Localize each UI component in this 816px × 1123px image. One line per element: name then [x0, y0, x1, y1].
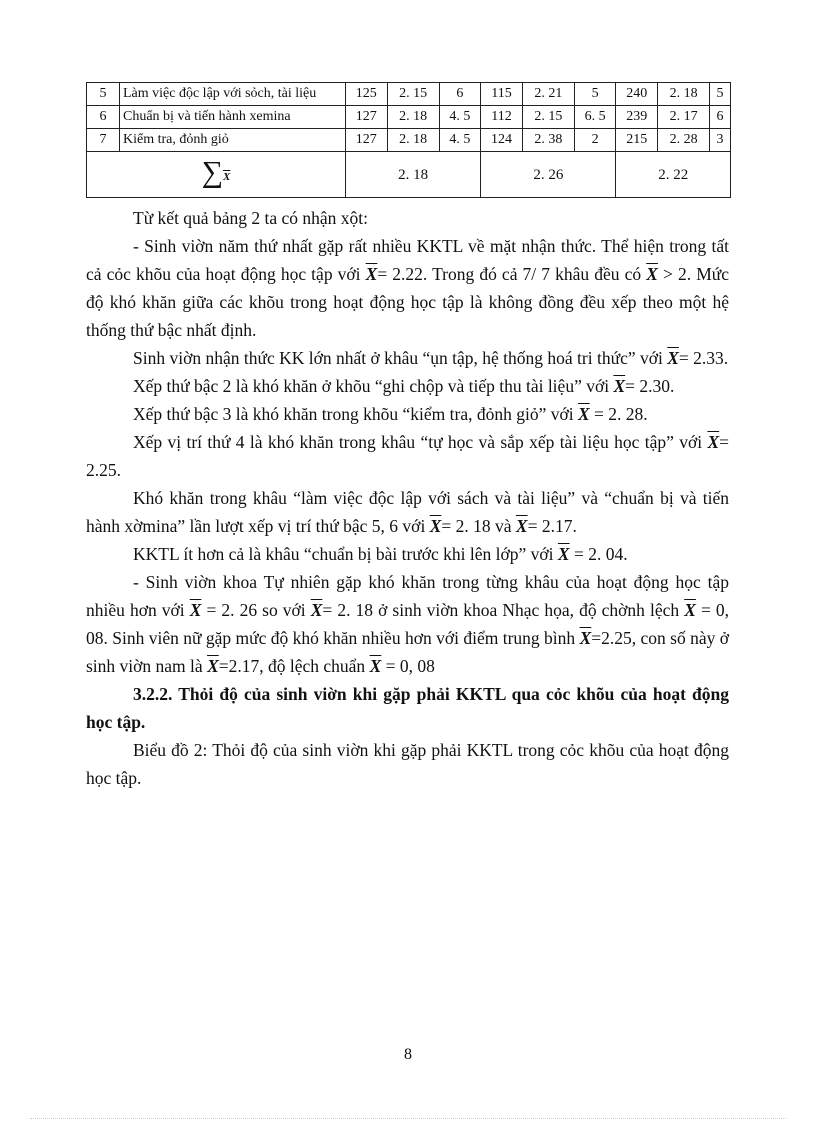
paragraph: Từ kết quả bảng 2 ta có nhận xột: [133, 208, 368, 228]
cell: 2. 18 [658, 83, 710, 106]
table-row [87, 83, 731, 106]
paragraph: Xếp vị trí thứ 4 là khó khăn trong khâu “tự học và sắp xếp tài liệu học tập” với $\overline{X}= 2.25$. [86, 432, 729, 480]
cell: 2. 17 [658, 106, 710, 129]
cell: 115 [481, 83, 523, 106]
cell: 2. 18 [387, 129, 439, 152]
paragraph: - Sinh viờn khoa Tự nhiên gặp khó khăn trong từng khâu của hoạt động học tập nhiều hơn với $\overline{X} = 2$. 26 so với $\overline{X}= 2$. 18 ở sinh viờn khoa Nhạc họa, độ chờnh lệch $\overline{X} = 0$, 08. Sinh viên nữ gặp mức độ khó khăn nhiều hơn với điểm trung bình $\overline{X}=2.25$, con số này ở sinh viờn nam là $\overline{X}=2.17$, độ lệch chuẩn $\overline{X} = 0$, 08 [86, 572, 730, 676]
cell: 2 [574, 129, 616, 152]
cell: 6 [439, 83, 481, 106]
paragraph: KKTL ít hơn cả là khâu “chuẩn bị bài trước khi lên lớp” với $\overline{X} = 2$. 04. [133, 544, 628, 564]
row-number: 7 [87, 129, 120, 152]
sum-value: 2. 18 [346, 152, 481, 198]
results-table [86, 82, 731, 198]
cell: 6. 5 [574, 106, 616, 129]
figure-caption: Biểu đồ 2: Thỏi độ của sinh viờn khi gặp phải KKTL trong cỏc khõu của hoạt động học tập. [86, 740, 729, 788]
table-row [87, 106, 731, 129]
cell: 4. 5 [439, 106, 481, 129]
body-text [86, 204, 729, 792]
row-label: Làm việc độc lập với sỏch, tài liệu [120, 83, 346, 106]
section-heading: 3.2.2. Thỏi độ của sinh viờn khi gặp phải KKTL qua cỏc khõu của hoạt động học tập. [86, 684, 729, 732]
page-bottom-divider [30, 1118, 786, 1119]
cell: 2. 15 [522, 106, 574, 129]
sum-label [87, 152, 346, 198]
cell: 125 [346, 83, 388, 106]
cell: 6 [710, 106, 731, 129]
paragraph: Khó khăn trong khâu “làm việc độc lập với sách và tài liệu” và “chuẩn bị và tiến hành xờmina” lần lượt xếp vị trí thứ bậc 5, 6 với $\overline{X}= 2$. 18 và $\overline{X}= 2.17$. [86, 488, 729, 536]
table-row [87, 129, 731, 152]
page-number: 8 [404, 1046, 412, 1063]
cell: 2. 18 [387, 106, 439, 129]
cell: 127 [346, 106, 388, 129]
sum-value: 2. 22 [616, 152, 731, 198]
row-number: 6 [87, 106, 120, 129]
sum-value: 2. 26 [481, 152, 616, 198]
cell: 239 [616, 106, 658, 129]
cell: 5 [710, 83, 731, 106]
cell: 112 [481, 106, 523, 129]
cell: 124 [481, 129, 523, 152]
cell: 4. 5 [439, 129, 481, 152]
row-label: Chuẩn bị và tiến hành xemina [120, 106, 346, 129]
row-label: Kiểm tra, đỏnh giỏ [120, 129, 346, 152]
paragraph: Xếp thứ bậc 3 là khó khăn trong khõu “kiểm tra, đỏnh giỏ” với $\overline{X} = 2$. 28. [133, 404, 648, 424]
paragraph: Xếp thứ bậc 2 là khó khăn ở khõu “ghi chộp và tiếp thu tài liệu” với $\overline{X}= 2.30$. [133, 376, 675, 396]
cell: 215 [616, 129, 658, 152]
row-number: 5 [87, 83, 120, 106]
cell: 2. 21 [522, 83, 574, 106]
summary-row [87, 152, 731, 198]
cell: 240 [616, 83, 658, 106]
cell: 2. 15 [387, 83, 439, 106]
cell: 2. 28 [658, 129, 710, 152]
cell: 2. 38 [522, 129, 574, 152]
cell: 5 [574, 83, 616, 106]
paragraph: - Sinh viờn năm thứ nhất gặp rất nhiều KKTL về mặt nhận thức. Thể hiện trong tất cả cỏc khõu của hoạt động học tập với $\overline{X}= 2.22$. Trong đó cả 7/ 7 khâu đều có $\overline{X} > 2$. Mức độ khó khăn giữa các khõu trong hoạt động học tập là không đồng đều xếp theo một hệ thống thứ bậc nhất định. [86, 236, 730, 340]
cell: 3 [710, 129, 731, 152]
paragraph: Sinh viờn nhận thức KK lớn nhất ở khâu “ụn tập, hệ thống hoá tri thức” với $\overline{X}= 2.33$. [133, 348, 729, 368]
sigma-symbol: ∑ [201, 155, 224, 189]
cell: 127 [346, 129, 388, 152]
sum-subscript: X [223, 171, 231, 183]
